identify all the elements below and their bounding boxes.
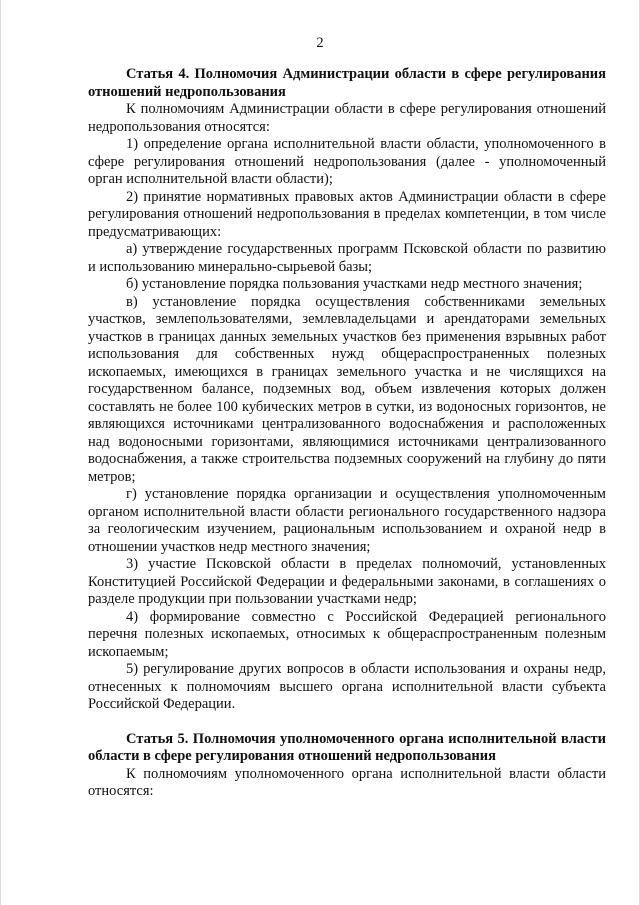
article-4-item-2: 2) принятие нормативных правовых актов Администрации области в сфере регулирования отношений недропользования в пределах компетенции, в том числе предусматривающих: [88, 188, 606, 240]
article-4-item-3: 3) участие Псковской области в пределах полномочий, установленных Конституцией Российской Федерации и федеральными законами, в соглашениях о разделе продукции при пользовании участками недр; [88, 556, 606, 607]
article-4-heading: Статья 4. Полномочия Администрации области в сфере регулирования отношений недропользования [88, 66, 606, 100]
article-4-item-2a: а) утверждение государственных программ Псковской области по развитию и использованию минерально-сырьевой базы; [88, 241, 606, 275]
page-number: 2 [316, 35, 324, 51]
article-4-intro: К полномочиям Администрации области в сфере регулирования отношений недропользования относятся: [88, 101, 606, 135]
document-body [88, 66, 606, 801]
page-left-edge [0, 0, 1, 905]
section-spacer [88, 714, 606, 731]
article-4-item-2b: б) установление порядка пользования участками недр местного значения; [126, 276, 583, 292]
article-5-intro: К полномочиям уполномоченного органа исполнительной власти области относятся: [88, 765, 606, 799]
article-4-item-2v: в) установление порядка осуществления собственниками земельных участков, землепользователями, землевладельцами и арендаторами земельных участков в границах данных земельных участков без применения взрывных работ использования для собственных нужд общераспространенных полезных ископаемых, имеющихся в границах земельного участка и не числящихся на государственном балансе, подземных вод, объем извлечения которых должен составлять не более 100 кубических метров в сутки, из водоносных горизонтов, не являющихся источниками централизованного водоснабжения и расположенных над водоносными горизонтами, являющимися источниками централизованного водоснабжения, а также строительства подземных сооружений на глубину до пяти метров; [88, 293, 606, 485]
article-4-item-5: 5) регулирование других вопросов в области использования и охраны недр, отнесенных к полномочиям высшего органа исполнительной власти субъекта Российской Федерации. [88, 661, 606, 712]
article-4-item-4: 4) формирование совместно с Российской Федерацией регионального перечня полезных ископаемых, относимых к общераспространенным полезным ископаемым; [88, 608, 606, 660]
article-4-item-2g: г) установление порядка организации и осуществления уполномоченным органом исполнительной власти области регионального государственного надзора за геологическим изучением, рациональным использованием и охраной недр в отношении участков недр местного значения; [88, 486, 606, 555]
article-4-item-1: 1) определение органа исполнительной власти области, уполномоченного в сфере регулирования отношений недропользования (далее - уполномоченный орган исполнительной власти области); [88, 136, 606, 187]
article-5-heading: Статья 5. Полномочия уполномоченного органа исполнительной власти области в сфере регулирования отношений недропользования [88, 730, 606, 764]
